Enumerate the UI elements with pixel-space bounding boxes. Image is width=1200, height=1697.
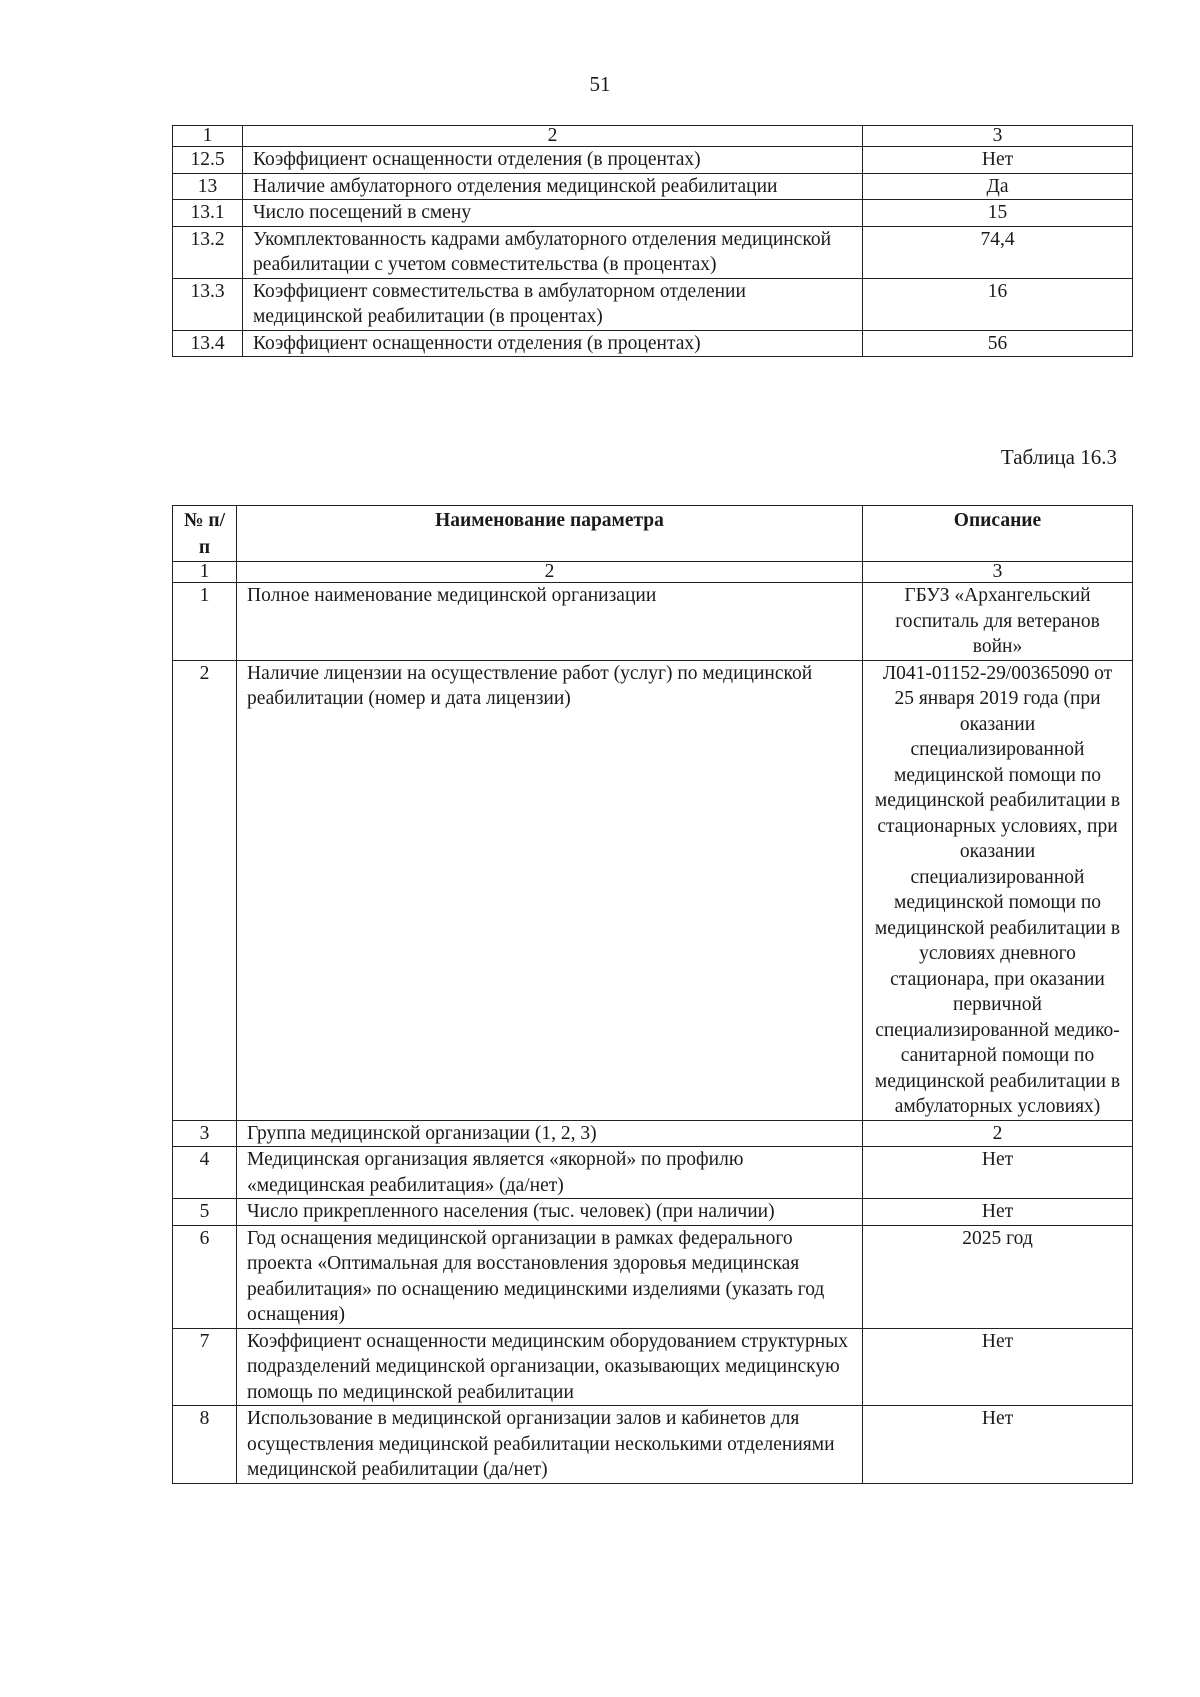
row-number: 13 [173, 173, 243, 200]
parameter-value: 56 [863, 330, 1133, 357]
parameter-name: Год оснащения медицинской организации в рамках федерального проекта «Оптимальная для восстановления здоровья медицинская реабилитация» по оснащению медицинскими изделиями (указать год оснащения) [237, 1225, 863, 1328]
row-number: 1 [173, 583, 237, 661]
parameter-value: 15 [863, 200, 1133, 227]
table-row [173, 278, 1133, 330]
parameter-value: Нет [863, 1406, 1133, 1484]
parameter-value: 16 [863, 278, 1133, 330]
parameter-name: Коэффициент оснащенности отделения (в процентах) [243, 330, 863, 357]
row-number: 13.2 [173, 226, 243, 278]
table-row [173, 1199, 1133, 1226]
parameter-value: Нет [863, 1199, 1133, 1226]
column-number: 3 [863, 126, 1133, 147]
parameter-name: Медицинская организация является «якорной» по профилю «медицинская реабилитация» (да/нет) [237, 1147, 863, 1199]
parameter-name: Использование в медицинской организации залов и кабинетов для осуществления медицинской реабилитации несколькими отделениями медицинской реабилитации (да/нет) [237, 1406, 863, 1484]
table-row [173, 583, 1133, 661]
table-row [173, 660, 1133, 1120]
column-number: 2 [243, 126, 863, 147]
parameter-name: Число прикрепленного населения (тыс. человек) (при наличии) [237, 1199, 863, 1226]
table-row [173, 330, 1133, 357]
parameter-name: Коэффициент оснащенности медицинским оборудованием структурных подразделений медицинской организации, оказывающих медицинскую помощь по медицинской реабилитации [237, 1328, 863, 1406]
table-header-row [173, 506, 1133, 562]
parameter-name: Группа медицинской организации (1, 2, 3) [237, 1120, 863, 1147]
column-number: 1 [173, 126, 243, 147]
column-number-row [173, 126, 1133, 147]
row-number: 5 [173, 1199, 237, 1226]
row-number: 13.4 [173, 330, 243, 357]
parameter-value: Л041-01152-29/00365090 от 25 января 2019 года (при оказании специализированной медицинской помощи по медицинской реабилитации в стационарных условиях, при оказании специализированной медицинской помощи по медицинской реабилитации в условиях дневного стационара, при оказании первичной специализированной медико-санитарной помощи по медицинской реабилитации в амбулаторных условиях) [863, 660, 1133, 1120]
table-row [173, 1147, 1133, 1199]
row-number: 2 [173, 660, 237, 1120]
table-row [173, 173, 1133, 200]
parameter-value: 2 [863, 1120, 1133, 1147]
parameter-name: Наличие амбулаторного отделения медицинской реабилитации [243, 173, 863, 200]
table-row [173, 1328, 1133, 1406]
parameter-value: 74,4 [863, 226, 1133, 278]
table-row [173, 1406, 1133, 1484]
row-number: 6 [173, 1225, 237, 1328]
row-number: 7 [173, 1328, 237, 1406]
page-number: 51 [589, 72, 611, 96]
row-number: 8 [173, 1406, 237, 1484]
header-description: Описание [863, 506, 1133, 562]
row-number: 4 [173, 1147, 237, 1199]
table-row [173, 147, 1133, 174]
table-row [173, 226, 1133, 278]
parameter-name: Наличие лицензии на осуществление работ (услуг) по медицинской реабилитации (номер и дата лицензии) [237, 660, 863, 1120]
column-number: 3 [863, 562, 1133, 583]
table-row [173, 200, 1133, 227]
table-row [173, 1225, 1133, 1328]
parameter-value: ГБУЗ «Архангельский госпиталь для ветеранов войн» [863, 583, 1133, 661]
header-parameter: Наименование параметра [237, 506, 863, 562]
parameter-name: Коэффициент оснащенности отделения (в процентах) [243, 147, 863, 174]
parameter-value: Да [863, 173, 1133, 200]
parameter-value: Нет [863, 147, 1133, 174]
parameter-value: Нет [863, 1328, 1133, 1406]
header-number: № п/п [173, 506, 237, 562]
parameter-name: Полное наименование медицинской организации [237, 583, 863, 661]
column-number-row [173, 562, 1133, 583]
parameters-table [172, 505, 1133, 1484]
parameter-name: Укомплектованность кадрами амбулаторного отделения медицинской реабилитации с учетом совместительства (в процентах) [243, 226, 863, 278]
row-number: 13.3 [173, 278, 243, 330]
table-row [173, 1120, 1133, 1147]
table-continuation [172, 125, 1133, 357]
parameter-value: 2025 год [863, 1225, 1133, 1328]
column-number: 2 [237, 562, 863, 583]
parameter-name: Коэффициент совместительства в амбулаторном отделении медицинской реабилитации (в процентах) [243, 278, 863, 330]
parameter-value: Нет [863, 1147, 1133, 1199]
row-number: 13.1 [173, 200, 243, 227]
parameter-name: Число посещений в смену [243, 200, 863, 227]
row-number: 3 [173, 1120, 237, 1147]
row-number: 12.5 [173, 147, 243, 174]
table-caption: Таблица 16.3 [1000, 445, 1117, 469]
column-number: 1 [173, 562, 237, 583]
